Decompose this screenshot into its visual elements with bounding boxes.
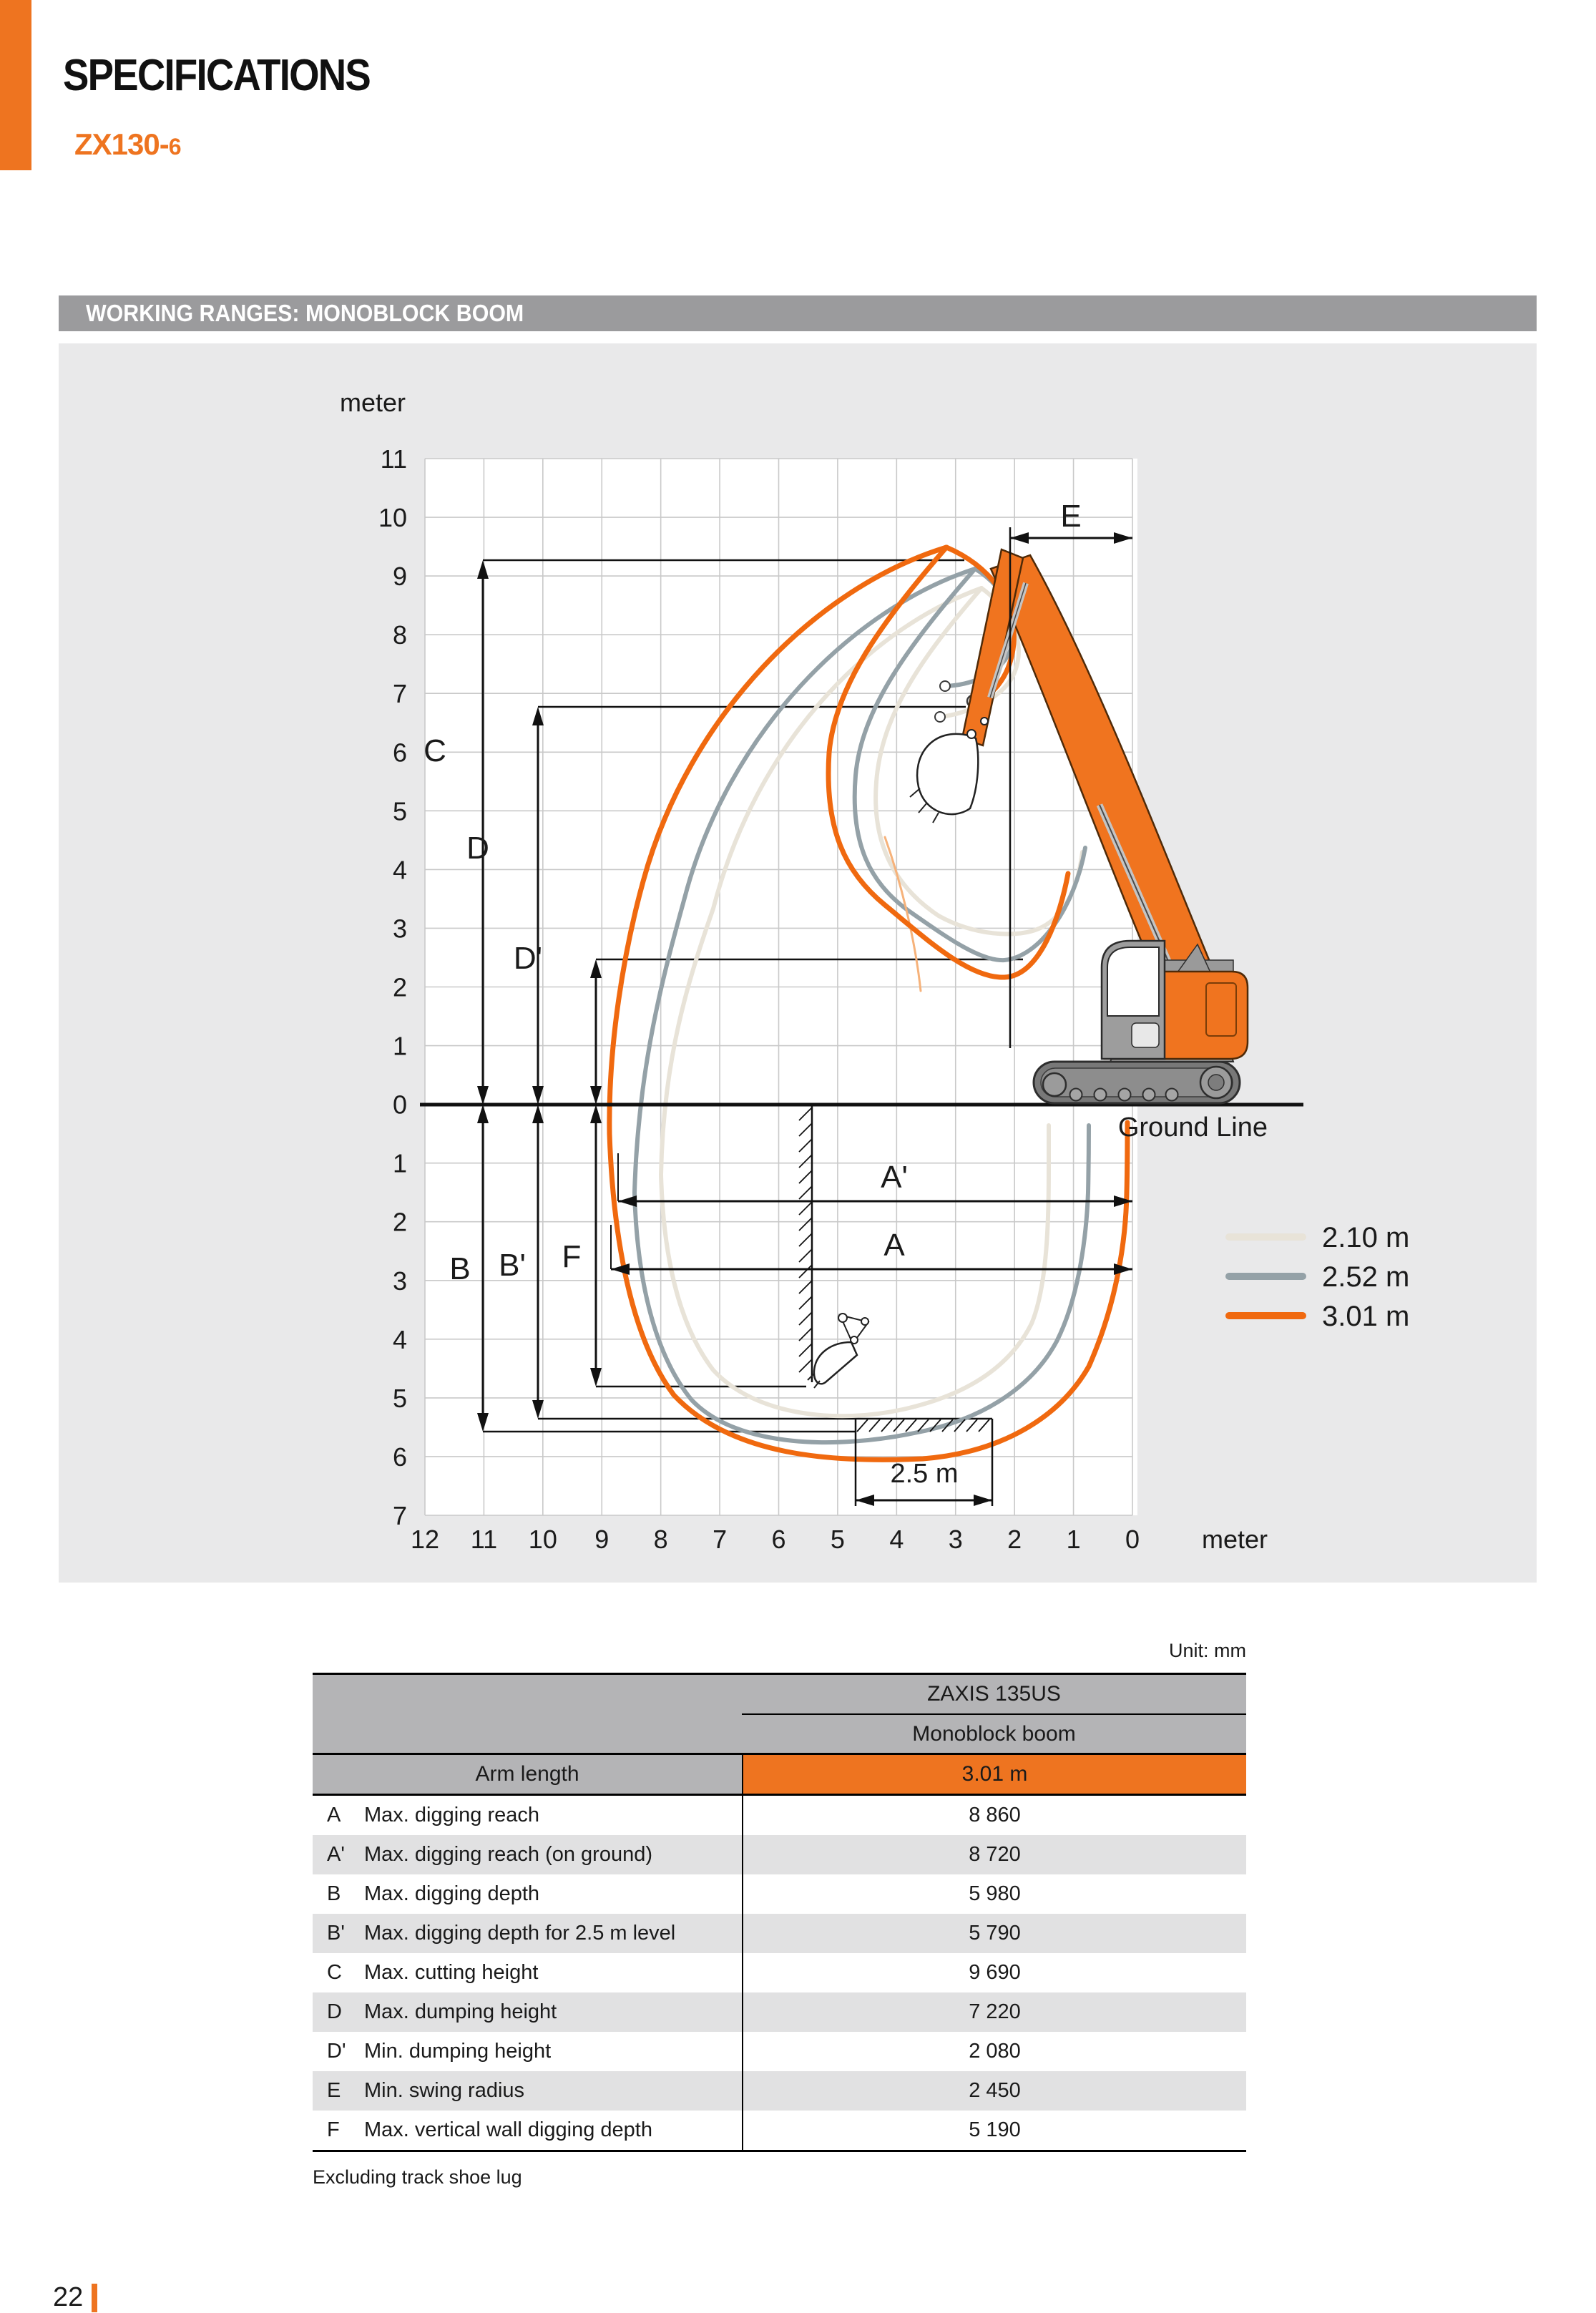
dim-label-f: F [562, 1239, 582, 1274]
y-tick: 5 [392, 796, 407, 826]
y-tick: 9 [392, 562, 407, 592]
table-subheader-row [313, 1715, 1246, 1755]
table-row [313, 1914, 1246, 1953]
dim-label-e: E [1060, 499, 1082, 534]
y-tick: 4 [392, 855, 407, 885]
spec-key: D' [327, 2040, 346, 2063]
spec-key: F [327, 2118, 340, 2141]
spec-label: Max. vertical wall digging depth [364, 2118, 652, 2141]
spec-label: Max. digging depth [364, 1882, 540, 1905]
dim-label-a: A [883, 1228, 905, 1263]
x-tick: 6 [771, 1525, 786, 1554]
y-tick: 0 [392, 1090, 407, 1120]
y-tick: 5 [392, 1383, 407, 1413]
spec-key: A [327, 1804, 341, 1827]
y-tick: 11 [380, 444, 407, 474]
working-range-chart-panel [59, 343, 1537, 1583]
spec-label: Max. dumping height [364, 2000, 557, 2023]
spec-value: 9 690 [742, 1953, 1246, 1992]
x-tick: 2 [1007, 1525, 1022, 1554]
spec-label: Min. swing radius [364, 2079, 525, 2102]
spec-label-cell [313, 1953, 742, 1992]
dim-label-a-ground: A' [881, 1160, 908, 1195]
idler-wheel [1043, 1073, 1066, 1096]
arm-length-label: Arm length [313, 1755, 742, 1794]
page-number-value: 22 [53, 2282, 84, 2312]
spec-key: A' [327, 1843, 345, 1866]
arm-length-value: 3.01 m [742, 1755, 1246, 1794]
y-tick: 3 [392, 914, 407, 944]
spec-key: E [327, 2079, 341, 2102]
spec-key: C [327, 1961, 342, 1984]
spec-value: 2 450 [742, 2071, 1246, 2111]
dim-label-b-level: B' [499, 1248, 526, 1283]
spec-label: Max. digging reach [364, 1804, 540, 1827]
table-body [313, 1796, 1246, 2150]
page-number-tick [92, 2284, 97, 2312]
spec-value: 2 080 [742, 2032, 1246, 2071]
y-tick: 8 [392, 620, 407, 650]
y-tick: 3 [392, 1266, 407, 1296]
spec-label-cell [313, 1874, 742, 1914]
table-header-row [313, 1675, 1246, 1715]
y-tick: 2 [392, 972, 407, 1002]
table-row [313, 2071, 1246, 2111]
x-tick: 8 [653, 1525, 668, 1554]
table-row [313, 2111, 1246, 2150]
page-title: SPECIFICATIONS [63, 51, 371, 100]
legend-swatch [1225, 1233, 1306, 1241]
model-main: ZX130- [74, 127, 169, 161]
spec-value: 8 860 [742, 1796, 1246, 1835]
x-axis-ticks [411, 1525, 1140, 1554]
spec-label-cell [313, 1914, 742, 1953]
y-tick: 7 [392, 679, 407, 709]
x-tick: 1 [1066, 1525, 1081, 1554]
table-subheader-empty [313, 1715, 742, 1755]
level-2-5m-label: 2.5 m [890, 1459, 959, 1489]
brand-accent-bar [0, 0, 31, 170]
spec-value: 5 980 [742, 1874, 1246, 1914]
model-name [74, 127, 182, 162]
y-tick: 10 [378, 503, 407, 533]
x-tick: 12 [410, 1525, 440, 1554]
legend-swatch [1225, 1312, 1306, 1319]
legend-label: 3.01 m [1322, 1301, 1410, 1332]
table-row [313, 2032, 1246, 2071]
x-tick: 7 [713, 1525, 728, 1554]
spec-label: Min. dumping height [364, 2040, 552, 2063]
spec-value: 5 790 [742, 1914, 1246, 1953]
chart-legend [1225, 1222, 1409, 1332]
table-header-boom: Monoblock boom [742, 1715, 1246, 1755]
y-axis-ticks [378, 444, 407, 1530]
cab-window [1107, 947, 1159, 1016]
table-row [313, 1874, 1246, 1914]
x-axis-unit: meter [1202, 1525, 1268, 1554]
table-row [313, 1992, 1246, 2032]
spec-key: B [327, 1882, 341, 1905]
spec-table [313, 1673, 1246, 2152]
unit-note: Unit: mm [1169, 1640, 1246, 1661]
y-tick: 4 [392, 1324, 407, 1354]
y-tick: 1 [392, 1148, 407, 1178]
x-tick: 4 [889, 1525, 904, 1554]
spec-key: D [327, 2000, 342, 2023]
y-axis-unit: meter [340, 388, 406, 417]
spec-label-cell [313, 1835, 742, 1874]
dim-label-d: D [466, 831, 489, 866]
x-tick: 11 [470, 1525, 498, 1554]
x-tick: 10 [528, 1525, 557, 1554]
spec-label-cell [313, 2032, 742, 2071]
dim-label-c: C [424, 733, 446, 768]
table-header-empty [313, 1675, 742, 1715]
spec-label: Max. digging depth for 2.5 m level [364, 1922, 676, 1945]
table-header-model: ZAXIS 135US [742, 1675, 1246, 1715]
legend-label: 2.10 m [1322, 1222, 1410, 1253]
table-arm-row [313, 1755, 1246, 1796]
spec-label-cell [313, 1992, 742, 2032]
dim-label-d-min: D' [513, 941, 543, 976]
y-tick: 2 [392, 1207, 407, 1237]
spec-label-cell [313, 2071, 742, 2111]
spec-value: 5 190 [742, 2111, 1246, 2150]
x-tick: 9 [594, 1525, 609, 1554]
section-header-label: WORKING RANGES: MONOBLOCK BOOM [86, 300, 524, 326]
model-suffix: 6 [168, 134, 182, 160]
y-tick: 1 [392, 1031, 407, 1061]
table-row [313, 1835, 1246, 1874]
x-tick: 5 [830, 1525, 845, 1554]
y-tick: 7 [392, 1501, 407, 1531]
x-tick: 3 [948, 1525, 963, 1554]
y-tick: 6 [392, 738, 407, 768]
page-number [53, 2282, 97, 2313]
spec-label-cell [313, 1796, 742, 1835]
legend-label: 2.52 m [1322, 1261, 1410, 1293]
section-header-band [59, 295, 1537, 331]
table-row [313, 1953, 1246, 1992]
spec-value: 8 720 [742, 1835, 1246, 1874]
legend-swatch [1225, 1273, 1306, 1280]
spec-label: Max. digging reach (on ground) [364, 1843, 653, 1866]
spec-label: Max. cutting height [364, 1961, 539, 1984]
spec-value: 7 220 [742, 1992, 1246, 2032]
dim-label-b: B [449, 1251, 471, 1286]
table-footnote: Excluding track shoe lug [313, 2166, 522, 2188]
spec-label-cell [313, 2111, 742, 2150]
ground-line-label: Ground Line [1117, 1113, 1268, 1143]
table-row [313, 1796, 1246, 1835]
working-range-chart [59, 343, 1537, 1583]
y-tick: 6 [392, 1442, 407, 1472]
x-tick: 0 [1125, 1525, 1140, 1554]
spec-key: B' [327, 1922, 345, 1945]
